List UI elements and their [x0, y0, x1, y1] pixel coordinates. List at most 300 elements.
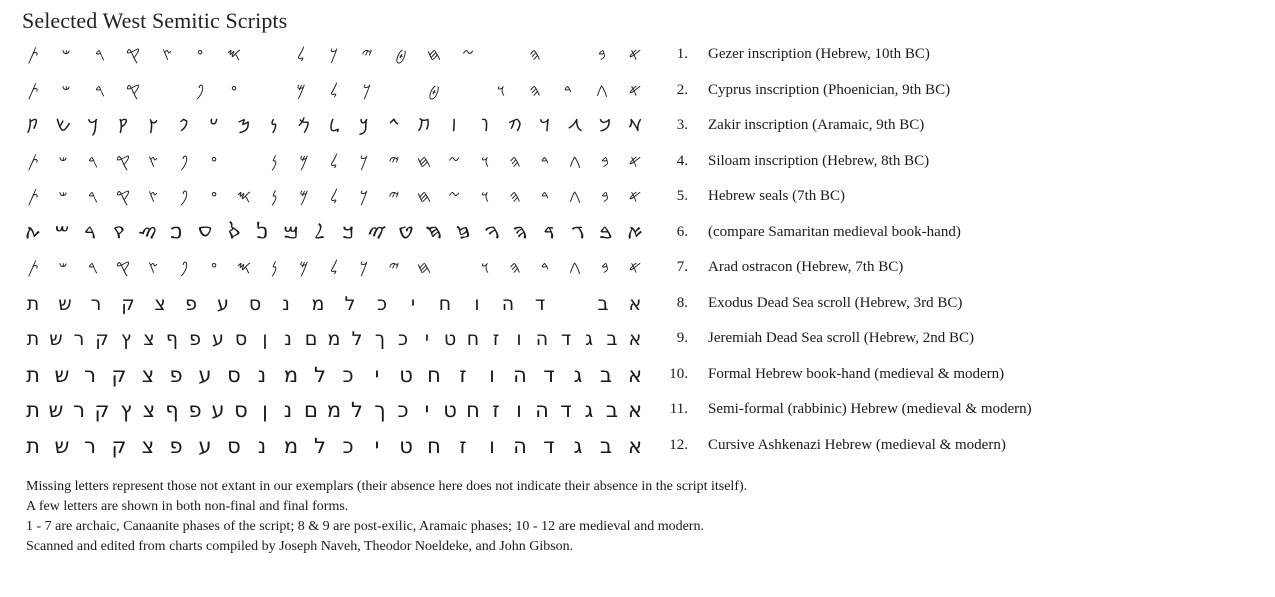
- letter-glyph: ࠀ: [627, 222, 643, 243]
- letter-glyph: 𐤕: [27, 45, 39, 65]
- letter-glyph: 𐤓: [94, 45, 106, 65]
- letter-glyph: 𐤑: [147, 151, 158, 172]
- letter-glyph: 𐤎: [226, 45, 242, 65]
- letter-glyph: 𐤀: [628, 80, 642, 101]
- letter-glyph: ק: [94, 398, 110, 422]
- letter-glyph: ࠍ: [255, 222, 269, 243]
- letter-glyph: ע: [212, 328, 224, 350]
- letter-glyph: 𐡅: [481, 116, 489, 136]
- letter-glyph: ࠏ: [197, 222, 213, 243]
- letter-glyph: צ: [141, 433, 155, 458]
- letter-glyph: 𐤓: [87, 258, 99, 278]
- letter-glyph: ד: [543, 362, 555, 387]
- letter-glyph: 𐡎: [237, 116, 251, 136]
- letter-glyph: 𐡉: [388, 116, 400, 136]
- letter-glyph: 𐤆: [447, 187, 461, 207]
- letter-glyph: 𐤃: [563, 80, 573, 101]
- letter-glyph: ࠐ: [169, 222, 183, 243]
- letter-glyph: ן: [262, 398, 268, 422]
- letter-glyph: 𐤓: [87, 151, 99, 172]
- script-row: [0, 322, 1275, 358]
- letter-glyph: 𐤁: [601, 151, 609, 172]
- letter-glyph: י: [410, 292, 416, 315]
- letter-glyph: ה: [513, 362, 527, 387]
- letter-glyph: ח: [427, 362, 441, 387]
- letter-glyph: מ: [311, 292, 325, 315]
- glyph-strip: [18, 393, 658, 429]
- script-row: [0, 180, 1275, 216]
- letter-glyph: ר: [73, 328, 85, 350]
- letter-glyph: ק: [95, 328, 109, 350]
- letter-glyph: 𐤈: [395, 45, 407, 65]
- letter-glyph: ࠋ: [314, 222, 326, 243]
- letter-glyph: ש: [54, 433, 70, 458]
- letter-glyph: א: [628, 328, 642, 350]
- letter-glyph: ש: [54, 362, 70, 387]
- script-row: [0, 429, 1275, 465]
- letter-glyph: 𐤏: [210, 151, 218, 172]
- letter-glyph: ז: [459, 433, 467, 458]
- row-label: Jeremiah Dead Sea scroll (Hebrew, 2nd BC): [708, 330, 975, 346]
- letter-glyph: ל: [344, 292, 356, 315]
- letter-glyph: ח: [466, 328, 480, 350]
- letter-glyph: ג: [585, 328, 593, 350]
- letter-glyph: ב: [605, 398, 619, 422]
- letter-glyph: 𐤎: [236, 258, 252, 278]
- letter-glyph: 𐤂: [569, 151, 581, 172]
- letter-glyph: ה: [501, 292, 515, 315]
- letter-glyph: 𐤊: [359, 187, 369, 207]
- glyph-strip: [18, 358, 658, 394]
- letter-glyph: ࠓ: [83, 222, 97, 243]
- row-number: 3.: [676, 117, 688, 133]
- letter-glyph: ש: [58, 292, 72, 315]
- letter-glyph: ה: [513, 433, 527, 458]
- letter-glyph: 𐤑: [161, 45, 172, 65]
- letter-glyph: ע: [198, 362, 212, 387]
- letter-glyph: ࠃ: [543, 222, 555, 243]
- letter-glyph: ד: [560, 328, 572, 350]
- letter-glyph: נ: [282, 292, 290, 315]
- letter-glyph: 𐤐: [179, 258, 189, 278]
- letter-glyph: 𐤕: [27, 258, 39, 278]
- letter-glyph: 𐤊: [329, 45, 339, 65]
- letter-glyph: 𐤌: [299, 258, 309, 278]
- letter-glyph: ע: [211, 398, 225, 422]
- letter-glyph: ת: [26, 328, 40, 350]
- letter-glyph: 𐤋: [329, 258, 339, 278]
- letter-glyph: 𐤄: [529, 45, 541, 65]
- letter-glyph: צ: [154, 292, 166, 315]
- letter-glyph: ף: [165, 328, 179, 350]
- letter-glyph: 𐤔: [58, 151, 68, 172]
- letter-glyph: 𐤏: [210, 187, 218, 207]
- letter-glyph: 𐡓: [87, 116, 99, 136]
- letter-glyph: ࠒ: [112, 222, 126, 243]
- letter-glyph: 𐤂: [569, 258, 581, 278]
- letter-glyph: 𐡂: [567, 116, 583, 136]
- row-label: (compare Samaritan medieval book-hand): [708, 223, 961, 240]
- script-row: [0, 287, 1275, 323]
- letter-glyph: 𐡐: [179, 116, 189, 136]
- letter-glyph: ࠅ: [484, 222, 500, 243]
- letter-glyph: כ: [397, 398, 409, 422]
- letter-glyph: י: [374, 433, 380, 458]
- glyph-strip: [18, 145, 658, 181]
- row-label: Zakir inscription (Aramaic, 9th BC): [708, 117, 925, 133]
- letter-glyph: ט: [399, 433, 413, 458]
- letter-glyph: ࠈ: [397, 222, 415, 243]
- letter-glyph: ג: [573, 362, 583, 387]
- letter-glyph: 𐤔: [61, 45, 71, 65]
- row-number: 8.: [676, 294, 688, 311]
- glyph-strip: [18, 287, 658, 323]
- letter-glyph: ת: [26, 433, 40, 458]
- script-row: [0, 216, 1275, 252]
- letter-glyph: 𐤃: [540, 258, 550, 278]
- letter-glyph: 𐤒: [115, 258, 131, 278]
- glyph-strip: [18, 38, 658, 74]
- letter-glyph: 𐤇: [426, 45, 442, 65]
- letter-glyph: ࠎ: [227, 222, 241, 243]
- row-number: 2.: [676, 81, 688, 98]
- letter-glyph: ג: [573, 433, 583, 458]
- letter-glyph: 𐤋: [329, 151, 339, 172]
- letter-glyph: 𐤋: [329, 187, 339, 207]
- letter-glyph: 𐤓: [94, 80, 106, 101]
- letter-glyph: 𐤇: [416, 187, 432, 207]
- letter-glyph: 𐤅: [496, 80, 506, 101]
- letter-glyph: ת: [26, 398, 40, 422]
- row-number: 4.: [676, 152, 688, 169]
- letter-glyph: ר: [84, 433, 96, 458]
- letter-glyph: ࠁ: [599, 222, 613, 243]
- letter-glyph: א: [627, 362, 643, 387]
- letter-glyph: 𐤂: [596, 80, 608, 101]
- letter-glyph: 𐤉: [388, 258, 400, 278]
- letter-glyph: 𐤊: [359, 151, 369, 172]
- letter-glyph: ס: [234, 328, 248, 350]
- letter-glyph: 𐡁: [598, 116, 612, 136]
- letter-glyph: ࠂ: [571, 222, 585, 243]
- letter-glyph: 𐡄: [507, 116, 522, 136]
- letter-glyph: כ: [376, 292, 388, 315]
- letter-glyph: ר: [84, 362, 96, 387]
- letter-glyph: ק: [111, 433, 127, 458]
- letter-glyph: 𐤆: [461, 45, 475, 65]
- letter-glyph: ג: [584, 398, 594, 422]
- row-number: 5.: [676, 188, 688, 204]
- glyph-strip: [18, 429, 658, 465]
- letter-glyph: ࠊ: [341, 222, 355, 243]
- letter-glyph: 𐡍: [270, 116, 278, 136]
- letter-glyph: 𐤊: [362, 80, 372, 101]
- script-row: [0, 251, 1275, 287]
- letter-glyph: מ: [283, 433, 299, 458]
- letter-glyph: ע: [217, 292, 229, 315]
- letter-glyph: 𐤀: [628, 187, 642, 207]
- letter-glyph: ק: [111, 362, 127, 387]
- letter-glyph: ב: [599, 433, 613, 458]
- letter-glyph: 𐤃: [540, 151, 550, 172]
- letter-glyph: 𐤀: [628, 258, 642, 278]
- letter-glyph: ל: [351, 328, 363, 350]
- script-row: [0, 358, 1275, 394]
- letter-glyph: ࠔ: [54, 222, 70, 243]
- letter-glyph: 𐤐: [179, 187, 189, 207]
- row-label: Hebrew seals (7th BC): [708, 188, 846, 204]
- letter-glyph: 𐤏: [230, 80, 238, 101]
- row-label: Semi-formal (rabbinic) Hebrew (medieval & modern): [708, 401, 1032, 417]
- letter-glyph: ט: [443, 328, 457, 350]
- letter-glyph: פ: [169, 362, 183, 387]
- letter-glyph: 𐤎: [236, 187, 252, 207]
- letter-glyph: 𐤌: [299, 151, 309, 172]
- letter-glyph: ח: [438, 292, 452, 315]
- letter-glyph: 𐤇: [416, 258, 432, 278]
- letter-glyph: ז: [492, 398, 500, 422]
- letter-glyph: ט: [399, 362, 413, 387]
- letter-glyph: ל: [351, 398, 363, 422]
- letter-glyph: 𐤉: [361, 45, 373, 65]
- letter-glyph: צ: [143, 328, 155, 350]
- letter-glyph: נ: [257, 362, 267, 387]
- letter-glyph: ן: [262, 328, 268, 350]
- letter-glyph: ב: [599, 362, 613, 387]
- letter-glyph: 𐤍: [270, 187, 278, 207]
- letter-glyph: 𐤒: [115, 187, 131, 207]
- letter-glyph: 𐤍: [270, 258, 278, 278]
- letter-glyph: 𐤔: [58, 258, 68, 278]
- letter-glyph: 𐤒: [125, 80, 141, 101]
- letter-glyph: ץ: [120, 328, 132, 350]
- letter-glyph: 𐤄: [509, 151, 521, 172]
- letter-glyph: נ: [283, 398, 293, 422]
- letter-glyph: ב: [597, 292, 609, 315]
- glyph-strip: [18, 251, 658, 287]
- letter-glyph: ࠆ: [455, 222, 471, 243]
- letter-glyph: ת: [26, 292, 40, 315]
- letter-glyph: 𐤁: [601, 258, 609, 278]
- letter-glyph: 𐤔: [61, 80, 71, 101]
- page-title: Selected West Semitic Scripts: [22, 8, 288, 33]
- letter-glyph: 𐤌: [296, 80, 306, 101]
- letter-glyph: 𐤄: [509, 258, 521, 278]
- letter-glyph: ד: [534, 292, 546, 315]
- letter-glyph: ו: [474, 292, 480, 315]
- letter-glyph: 𐤐: [195, 80, 205, 101]
- letter-glyph: ש: [49, 328, 63, 350]
- letter-glyph: 𐤏: [210, 258, 218, 278]
- letter-glyph: פ: [189, 328, 201, 350]
- letter-glyph: 𐤀: [628, 45, 642, 65]
- letter-glyph: כ: [342, 433, 354, 458]
- letter-glyph: ק: [121, 292, 135, 315]
- letter-glyph: 𐤀: [628, 151, 642, 172]
- letter-glyph: ע: [198, 433, 212, 458]
- letter-glyph: ת: [26, 362, 40, 387]
- footnote: A few letters are shown in both non-final and final forms.: [26, 499, 349, 514]
- letter-glyph: כ: [342, 362, 354, 387]
- letter-glyph: 𐤕: [27, 187, 39, 207]
- letter-glyph: 𐤄: [509, 187, 521, 207]
- letter-glyph: 𐡔: [55, 116, 71, 136]
- letter-glyph: פ: [169, 433, 183, 458]
- row-number: 6.: [676, 223, 688, 240]
- letter-glyph: ט: [443, 398, 457, 422]
- letter-glyph: מ: [327, 328, 341, 350]
- script-chart: [0, 38, 1275, 464]
- letter-glyph: א: [627, 398, 643, 422]
- letter-glyph: 𐤄: [529, 80, 541, 101]
- letter-glyph: 𐤅: [480, 258, 490, 278]
- letter-glyph: 𐤅: [480, 151, 490, 172]
- letter-glyph: 𐤋: [296, 45, 306, 65]
- row-label: Cursive Ashkenazi Hebrew (medieval & modern): [708, 436, 1006, 453]
- script-row: [0, 145, 1275, 181]
- letter-glyph: 𐤅: [480, 187, 490, 207]
- letter-glyph: ז: [459, 362, 467, 387]
- letter-glyph: 𐤉: [388, 187, 400, 207]
- letter-glyph: 𐡕: [27, 116, 39, 136]
- letter-glyph: 𐤏: [196, 45, 204, 65]
- letter-glyph: פ: [185, 292, 197, 315]
- letter-glyph: 𐤔: [58, 187, 68, 207]
- letter-glyph: ץ: [120, 398, 132, 422]
- letter-glyph: 𐤁: [598, 45, 606, 65]
- letter-glyph: ס: [248, 292, 262, 315]
- letter-glyph: ך: [374, 328, 386, 350]
- letter-glyph: 𐤑: [147, 187, 158, 207]
- letter-glyph: ב: [606, 328, 618, 350]
- letter-glyph: כ: [397, 328, 409, 350]
- letter-glyph: י: [424, 398, 430, 422]
- letter-glyph: פ: [188, 398, 202, 422]
- letter-glyph: 𐤁: [601, 187, 609, 207]
- row-label: Arad ostracon (Hebrew, 7th BC): [708, 259, 904, 275]
- glyph-strip: [18, 180, 658, 216]
- letter-glyph: ם: [304, 398, 318, 422]
- letter-glyph: ז: [492, 328, 500, 350]
- letter-glyph: 𐡆: [450, 116, 458, 136]
- letter-glyph: צ: [141, 362, 155, 387]
- letter-glyph: ו: [489, 433, 495, 458]
- letter-glyph: י: [374, 362, 380, 387]
- row-number: 1.: [676, 46, 688, 62]
- letter-glyph: ו: [516, 328, 522, 350]
- letter-glyph: ח: [466, 398, 480, 422]
- letter-glyph: 𐤉: [388, 151, 400, 172]
- letter-glyph: ל: [314, 433, 326, 458]
- letter-glyph: ס: [234, 398, 248, 422]
- letter-glyph: 𐤂: [569, 187, 581, 207]
- letter-glyph: ࠑ: [138, 222, 158, 243]
- footnotes: [26, 477, 747, 557]
- letter-glyph: 𐤋: [329, 80, 339, 101]
- letter-glyph: ࠌ: [283, 222, 299, 243]
- letter-glyph: ד: [543, 433, 555, 458]
- glyph-strip: [18, 109, 658, 145]
- glyph-strip: [18, 216, 658, 252]
- letter-glyph: ח: [427, 433, 441, 458]
- letter-glyph: 𐡒: [117, 116, 129, 136]
- letter-glyph: ࠄ: [512, 222, 528, 243]
- row-number: 10.: [669, 365, 688, 382]
- letter-glyph: ס: [227, 433, 241, 458]
- letter-glyph: 𐤊: [359, 258, 369, 278]
- glyph-strip: [18, 322, 658, 358]
- letter-glyph: ש: [48, 398, 64, 422]
- letter-glyph: 𐤈: [428, 80, 440, 101]
- letter-glyph: 𐡃: [539, 116, 551, 136]
- letter-glyph: 𐤐: [179, 151, 189, 172]
- letter-glyph: ר: [73, 398, 85, 422]
- letter-glyph: ࠕ: [25, 222, 41, 243]
- footnote: Missing letters represent those not extant in our exemplars (their absence here does not indicate their absence in the script itself).: [26, 479, 748, 494]
- letter-glyph: ר: [90, 292, 102, 315]
- letter-glyph: ה: [535, 328, 549, 350]
- row-number: 9.: [676, 330, 688, 346]
- letter-glyph: ה: [535, 398, 549, 422]
- letter-glyph: ו: [516, 398, 522, 422]
- letter-glyph: 𐡊: [359, 116, 369, 136]
- script-row: [0, 393, 1275, 429]
- letter-glyph: א: [627, 433, 643, 458]
- script-row: [0, 74, 1275, 110]
- row-label: Gezer inscription (Hebrew, 10th BC): [708, 46, 930, 62]
- letter-glyph: 𐤒: [115, 151, 131, 172]
- footnote: Scanned and edited from charts compiled by Joseph Naveh, Theodor Noeldeke, and John Gibson.: [26, 539, 574, 554]
- letter-glyph: ם: [304, 328, 318, 350]
- letter-glyph: 𐤒: [125, 45, 141, 65]
- letter-glyph: 𐡋: [328, 116, 340, 136]
- letter-glyph: 𐤍: [270, 151, 278, 172]
- row-label: Formal Hebrew book-hand (medieval & modern): [708, 365, 1005, 382]
- letter-glyph: 𐡀: [627, 116, 643, 136]
- letter-glyph: 𐤇: [416, 151, 432, 172]
- letter-glyph: 𐤓: [87, 187, 99, 207]
- letter-glyph: 𐡏: [209, 116, 219, 136]
- row-number: 11.: [669, 401, 688, 417]
- letter-glyph: ס: [227, 362, 241, 387]
- letter-glyph: י: [424, 328, 430, 350]
- letter-glyph: 𐡑: [147, 116, 159, 136]
- letter-glyph: מ: [283, 362, 299, 387]
- row-label: Cyprus inscription (Phoenician, 9th BC): [708, 81, 951, 98]
- letter-glyph: מ: [326, 398, 342, 422]
- letter-glyph: 𐤑: [147, 258, 158, 278]
- letter-glyph: ד: [560, 398, 572, 422]
- glyph-strip: [18, 74, 658, 110]
- letter-glyph: ࠉ: [367, 222, 387, 243]
- letter-glyph: א: [628, 292, 642, 315]
- row-label: Siloam inscription (Hebrew, 8th BC): [708, 152, 930, 169]
- letter-glyph: 𐤌: [299, 187, 309, 207]
- letter-glyph: 𐤕: [27, 80, 39, 101]
- letter-glyph: ך: [374, 398, 386, 422]
- letter-glyph: 𐤆: [447, 151, 461, 172]
- letter-glyph: ף: [165, 398, 179, 422]
- letter-glyph: נ: [284, 328, 292, 350]
- script-row: [0, 38, 1275, 74]
- letter-glyph: ו: [489, 362, 495, 387]
- footnote: 1 - 7 are archaic, Canaanite phases of the script; 8 & 9 are post-exilic, Aramaic phases; 10 - 12 are medieval and modern.: [26, 519, 704, 534]
- letter-glyph: צ: [142, 398, 156, 422]
- letter-glyph: ࠇ: [425, 222, 443, 243]
- letter-glyph: 𐡇: [417, 116, 431, 136]
- letter-glyph: 𐤕: [27, 151, 39, 172]
- row-number: 7.: [676, 259, 688, 275]
